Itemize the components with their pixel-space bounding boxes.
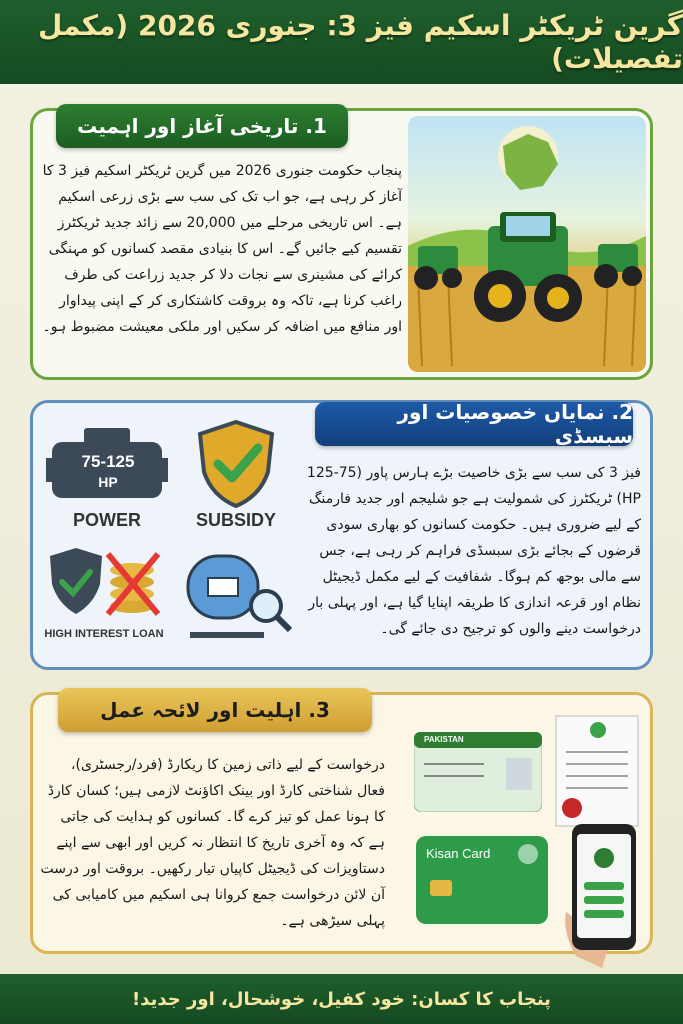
page-footer xyxy=(0,974,683,1024)
tractor-field-illustration xyxy=(408,116,646,372)
page-title: گرین ٹریکٹر اسکیم فیز 3: جنوری 2026 (مکمل تفصیلات) xyxy=(38,9,683,75)
id-card-icon xyxy=(414,732,542,812)
page-header xyxy=(0,0,683,84)
section-history-text: پنجاب حکومت جنوری 2026 میں گرین ٹریکٹر اسکیم فیز 3 کا آغاز کر رہی ہے، جو اب تک کی سب سے بڑی زرعی اسکیم ہے۔ اس تاریخی مرحلے میں 20,000 سے زائد جدید ٹریکٹرز تقسیم کیے جائیں گے۔ اس کا بنیادی مقصد کسانوں کو مہنگی کرائے کی مشینری سے نجات دلا کر جدید زراعت کی طرف راغب کرنا ہے، تاکہ وہ بروقت کاشتکاری کر کے اپنی پیداوار اور منافع میں اضافہ کر سکیں اور ملکی معیشت مضبوط ہو۔ xyxy=(42,163,402,335)
subsidy-label: SUBSIDY xyxy=(195,510,276,530)
lottery-drum-icon xyxy=(180,548,294,640)
land-record-document-icon xyxy=(550,712,642,830)
power-label: POWER xyxy=(72,510,141,530)
high-interest-loan-label: HIGH INTEREST LOAN xyxy=(44,628,164,640)
engine-hp-unit: HP xyxy=(98,474,118,490)
section-history-heading: 1. تاریخی آغاز اور اہمیت xyxy=(56,104,348,148)
no-loan-icon xyxy=(46,544,164,620)
id-card-title: PAKISTAN xyxy=(424,735,464,744)
phone-app-icon xyxy=(562,822,642,970)
shield-check-icon xyxy=(196,420,276,508)
section-features-text: فیز 3 کی سب سے بڑی خاصیت بڑے ہارس پاور (75-125 HP) ٹریکٹرز کی شمولیت ہے جو شلیجم اور جدید فارمنگ کے لیے ضروری ہیں۔ حکومت کسانوں کو بھاری سودی قرضوں کے بجائے بڑی سبسڈی فراہم کر رہی ہے، جس سے مالی بوجھ کم ہوگا۔ شفافیت کے لیے مکمل ڈیجیٹل نظام اور قرعہ اندازی کا طریقہ اپنایا گیا ہے، اور پہلی بار درخواست دینے والوں کو ترجیح دی جائے گی۔ xyxy=(306,465,641,637)
section-features-heading: 2. نمایاں خصوصیات اور سبسڈی xyxy=(315,402,633,446)
section-eligibility-heading: 3. اہلیت اور لائحہ عمل xyxy=(58,688,372,732)
footer-slogan: پنجاب کا کسان: خود کفیل، خوشحال، اور جدید! xyxy=(132,988,551,1010)
section-eligibility-text: درخواست کے لیے ذاتی زمین کا ریکارڈ (فرد/رجسٹری)، فعال شناختی کارڈ اور بینک اکاؤنٹ لازمی ہیں؛ کسان کارڈ کا ہونا عمل کو تیز کرے گا۔ کسانوں کو ہدایت کی جاتی ہے کہ وہ آخری تاریخ کا انتظار نہ کریں اور ابھی سے اپنے دستاویزات کی ڈیجیٹل کاپیاں تیار رکھیں۔ بروقت اور درست آن لائن درخواست جمع کروانا ہی اسکیم میں کامیابی کی پہلی سیڑھی ہے۔ xyxy=(40,757,385,929)
kisan-card-label: Kisan Card xyxy=(426,846,491,861)
engine-hp-range: 75-125 xyxy=(81,452,135,471)
